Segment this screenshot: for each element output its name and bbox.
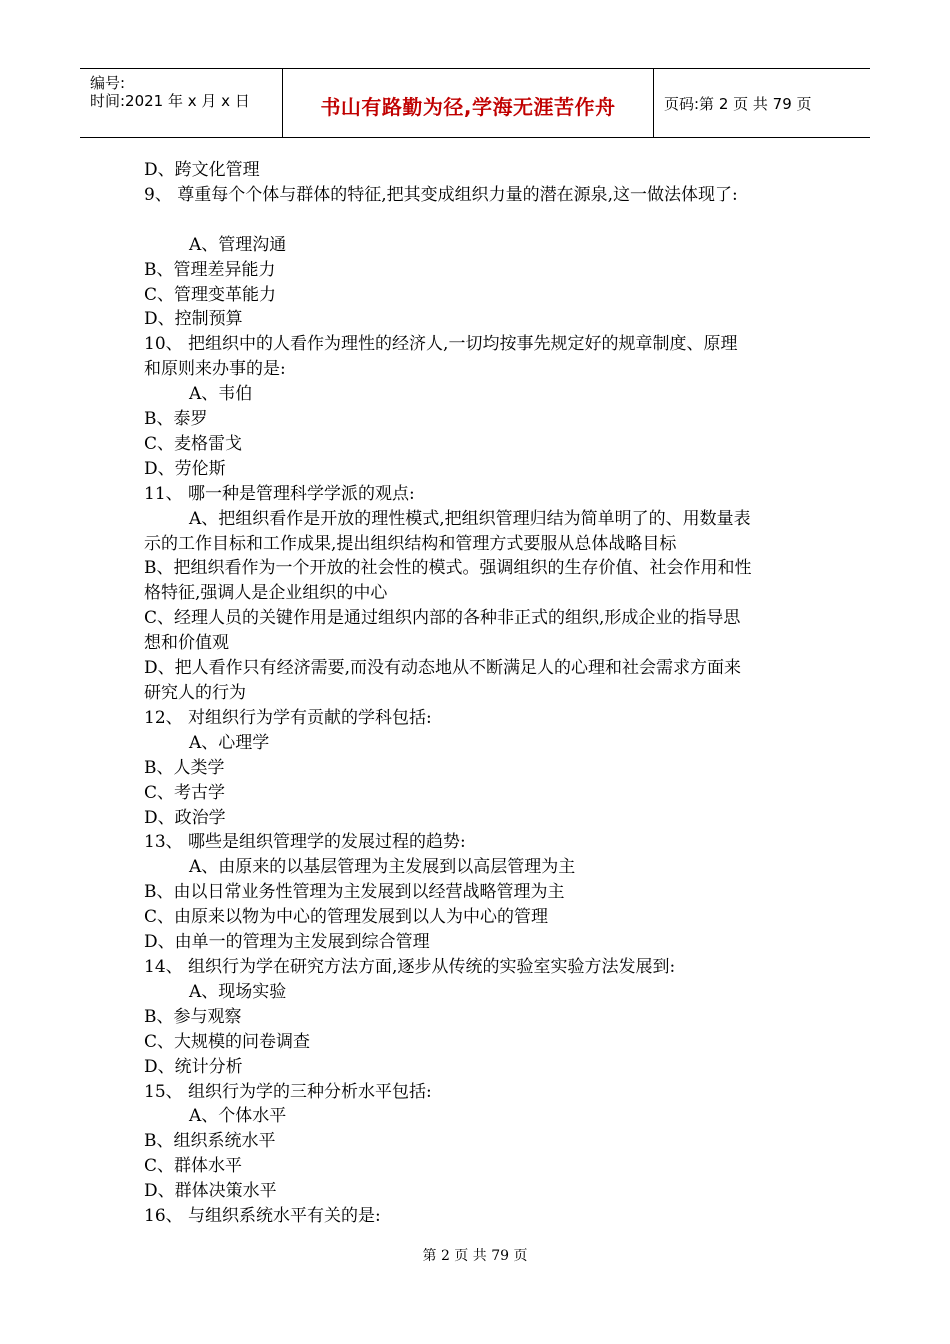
option-line: A、管理沟通	[189, 234, 287, 255]
option-line: B、管理差异能力	[144, 259, 276, 280]
option-line: C、考古学	[144, 782, 226, 803]
option-line: 研究人的行为	[144, 683, 246, 704]
question-line: 15、 组织行为学的三种分析水平包括:	[144, 1081, 432, 1102]
question-line: 14、 组织行为学在研究方法方面,逐步从传统的实验室实验方法发展到:	[144, 956, 676, 977]
option-line: B、由以日常业务性管理为主发展到以经营战略管理为主	[144, 882, 565, 903]
option-line: B、人类学	[144, 757, 225, 778]
option-line: C、管理变革能力	[144, 284, 277, 305]
option-line: B、组织系统水平	[144, 1131, 276, 1152]
option-line: D、统计分析	[144, 1056, 243, 1077]
question-line: 12、 对组织行为学有贡献的学科包括:	[144, 707, 432, 728]
option-line: 示的工作目标和工作成果,提出组织结构和管理方式要服从总体战略目标	[144, 533, 677, 554]
option-line: A、个体水平	[189, 1106, 287, 1127]
option-line: A、把组织看作是开放的理性模式,把组织管理归结为简单明了的、用数量表	[189, 508, 751, 529]
option-line: C、群体水平	[144, 1156, 243, 1177]
option-line: D、控制预算	[144, 309, 243, 330]
option-line: D、群体决策水平	[144, 1181, 277, 1202]
document-number-label: 编号:	[90, 74, 126, 92]
option-line: D、政治学	[144, 807, 226, 828]
question-line: 和原则来办事的是:	[144, 359, 286, 380]
option-line: C、由原来以物为中心的管理发展到以人为中心的管理	[144, 907, 549, 928]
header-page-cell	[654, 69, 870, 137]
option-line: C、大规模的问卷调查	[144, 1031, 311, 1052]
option-line: D、跨文化管理	[144, 160, 260, 180]
question-line: 13、 哪些是组织管理学的发展过程的趋势:	[144, 832, 466, 853]
option-line: B、把组织看作为一个开放的社会性的模式。强调组织的生存价值、社会作用和性	[144, 558, 752, 579]
header-motto-cell	[283, 69, 654, 137]
header-page-number: 页码:第 2 页 共 79 页	[664, 95, 812, 113]
question-line: 9、 尊重每个个体与群体的特征,把其变成组织力量的潜在源泉,这一做法体现了:	[144, 184, 738, 205]
document-time-label: 时间:2021 年 x 月 x 日	[90, 92, 250, 110]
option-line: D、劳伦斯	[144, 458, 226, 479]
option-line: D、把人看作只有经济需要,而没有动态地从不断满足人的心理和社会需求方面来	[144, 658, 742, 679]
question-line: 16、 与组织系统水平有关的是:	[144, 1206, 381, 1227]
option-line: A、韦伯	[189, 384, 253, 405]
header-meta-cell	[80, 69, 283, 137]
option-line: 格特征,强调人是企业组织的中心	[144, 583, 388, 604]
page-header	[80, 68, 870, 138]
option-line: 想和价值观	[144, 633, 229, 654]
option-line: B、参与观察	[144, 1006, 242, 1027]
blank-line	[144, 208, 820, 233]
option-line: A、心理学	[189, 732, 270, 753]
question-line: 10、 把组织中的人看作为理性的经济人,一切均按事先规定好的规章制度、原理	[144, 334, 738, 355]
document-body	[144, 158, 820, 1229]
option-line: B、泰罗	[144, 409, 208, 430]
option-line: A、现场实验	[189, 981, 287, 1002]
page-footer: 第 2 页 共 79 页	[422, 1248, 528, 1264]
option-line: C、麦格雷戈	[144, 433, 243, 454]
option-line: A、由原来的以基层管理为主发展到以高层管理为主	[189, 857, 576, 878]
option-line: C、经理人员的关键作用是通过组织内部的各种非正式的组织,形成企业的指导思	[144, 608, 741, 629]
header-motto: 书山有路勤为径,学海无涯苦作舟	[320, 95, 616, 119]
option-line: D、由单一的管理为主发展到综合管理	[144, 932, 430, 953]
question-line: 11、 哪一种是管理科学学派的观点:	[144, 483, 415, 504]
